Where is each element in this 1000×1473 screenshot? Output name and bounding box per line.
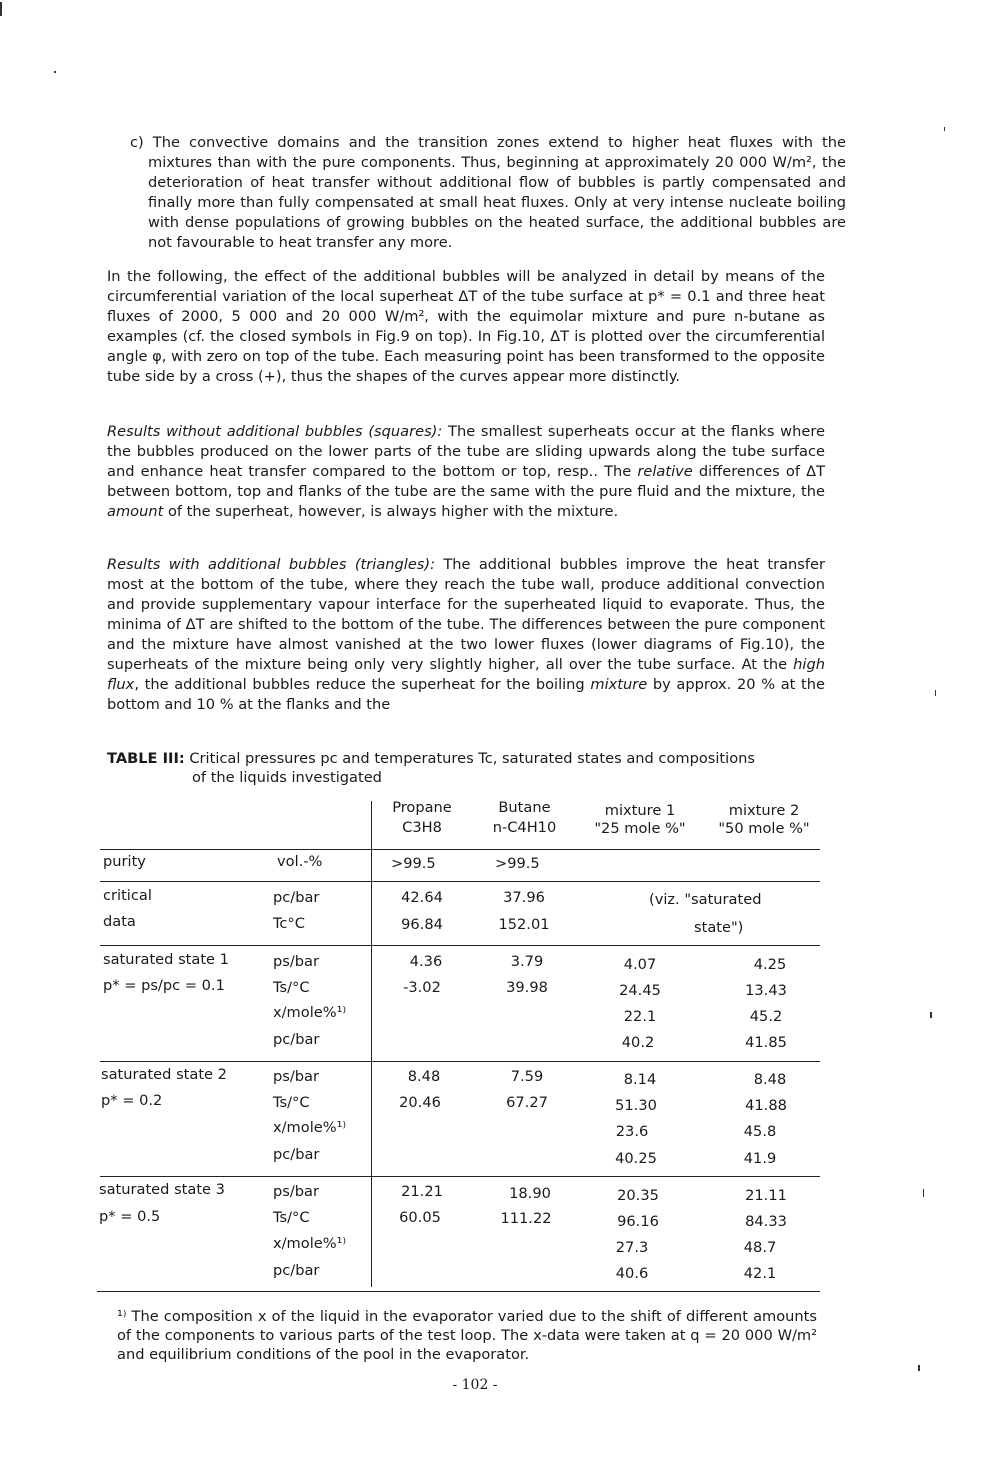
header-butane-formula: n-C4H10: [492, 819, 557, 836]
paragraph-2-part-a: The smallest superheats occur at the flanks where the bubbles produced on the lower parts of the tube are sliding upwards along the tube surface and enhance heat transfer compared to the bottom or top, resp.. The: [107, 423, 825, 480]
table-caption: [107, 749, 825, 787]
table-rule: [100, 1061, 820, 1062]
critical-butane-tc: 152.01: [498, 916, 550, 933]
paragraph-3: [107, 555, 825, 715]
paragraph-3-part-c: by approx. 20 % at the bottom and 10 % at the flanks and the: [107, 676, 825, 713]
critical-label-2: data: [103, 913, 136, 930]
state-1-butane-ps: 3.79: [510, 953, 544, 970]
data-table: [97, 795, 820, 1295]
state-3-mix2-ts: 84.33: [745, 1213, 787, 1230]
critical-butane-pc: 37.96: [503, 889, 545, 906]
scan-speck: [923, 1189, 924, 1197]
state-2-mix2-pc: 41.9: [743, 1150, 777, 1167]
scan-speck: [918, 1365, 920, 1371]
critical-note-1: (viz. "saturated: [649, 891, 762, 908]
state-1-unit-pc: pc/bar: [273, 1031, 320, 1048]
table-rule: [100, 945, 820, 946]
item-c-text: c) The convective domains and the transition zones extend to higher heat fluxes with the mixtures than with the pure components. Thus, beginning at approximately 20 000 W/m², the deterioration of heat transfer without additional flow of bubbles is partly compensated and finally more than fully compensated at small heat fluxes. Only at very intense nucleate boiling with dense populations of growing bubbles on the heated surface, the additional bubbles are not favourable to heat transfer any more.: [130, 134, 846, 251]
critical-unit-tc: Tc°C: [273, 915, 305, 932]
list-item-c: [130, 133, 846, 253]
header-butane: Butane: [498, 799, 551, 816]
state-3-mix2-ps: 21.11: [745, 1187, 787, 1204]
critical-propane-tc: 96.84: [401, 916, 443, 933]
state-1-unit-ts: Ts/°C: [273, 979, 310, 996]
scan-edge-mark: [0, 2, 2, 16]
state-2-unit-ps: ps/bar: [273, 1068, 319, 1085]
scan-speck: [930, 1012, 932, 1018]
state-1-mix1-ts: 24.45: [619, 982, 661, 999]
scan-speck: [935, 690, 936, 696]
state-3-mix1-ts: 96.16: [617, 1213, 659, 1230]
state-2-label: saturated state 2: [101, 1066, 227, 1083]
paragraph-3-part-a: The additional bubbles improve the heat transfer most at the bottom of the tube, where they reach the tube wall, produce additional convection and provide supplementary vapour interface for the superheated liquid to evaporate. Thus, the minima of ΔT are shifted to the bottom of the tube. The differences between the pure component and the mixture have almost vanished at the two lower fluxes (lower diagrams of Fig.10), the superheats of the mixture being only very slightly higher, all over the tube surface. At the: [107, 556, 825, 673]
header-mixture-1-sub: "25 mole %": [594, 820, 686, 837]
paragraph-3-part-b: , the additional bubbles reduce the superheat for the boiling: [134, 676, 591, 693]
purity-butane: >99.5: [495, 855, 540, 872]
paragraph-3-lead: Results with additional bubbles (triangles):: [107, 556, 436, 573]
state-1-unit-x: x/mole%¹⁾: [273, 1004, 347, 1021]
table-rule: [97, 1291, 820, 1292]
state-1-unit-ps: ps/bar: [273, 953, 319, 970]
critical-unit-pc: pc/bar: [273, 889, 320, 906]
table-rule: [100, 849, 820, 850]
table-rule: [100, 1176, 820, 1177]
header-mixture-2-sub: "50 mole %": [718, 820, 810, 837]
state-3-propane-ps: 21.21: [401, 1183, 443, 1200]
state-1-mix1-ps: 4.07: [623, 956, 657, 973]
paragraph-1-text: In the following, the effect of the additional bubbles will be analyzed in detail by means of the circumferential variation of the local superheat ΔT of the tube surface at p* = 0.1 and three heat fluxes of 2000, 5 000 and 20 000 W/m², with the equimolar mixture and pure n-butane as examples (cf. the closed symbols in Fig.9 on top). In Fig.10, ΔT is plotted over the circumferential angle φ, with zero on top of the tube. Each measuring point has been transformed to the opposite tube side by a cross (+), thus the shapes of the curves appear more distinctly.: [107, 268, 825, 385]
state-3-propane-ts: 60.05: [399, 1209, 441, 1226]
state-1-mix2-ts: 13.43: [745, 982, 787, 999]
paragraph-2-emphasis-1: relative: [637, 463, 693, 480]
critical-propane-pc: 42.64: [401, 889, 443, 906]
paragraph-2-lead: Results without additional bubbles (squares):: [107, 423, 443, 440]
table-caption-label: TABLE III:: [107, 750, 185, 767]
state-2-propane-ts: 20.46: [399, 1094, 441, 1111]
table-caption-line-2: of the liquids investigated: [192, 769, 382, 786]
table-footnote: ¹⁾ The composition x of the liquid in the evaporator varied due to the shift of different amounts of the components to various parts of the test loop. The x-data were taken at q = 20 000 W/m² and equilibrium conditions of the pool in the evaporator.: [117, 1308, 817, 1363]
state-2-butane-ts: 67.27: [506, 1094, 548, 1111]
paragraph-2-part-c: of the superheat, however, is always higher with the mixture.: [163, 503, 619, 520]
state-1-propane-ts: -3.02: [403, 979, 441, 996]
state-2-propane-ps: 8.48: [407, 1068, 441, 1085]
state-3-unit-x: x/mole%¹⁾: [273, 1235, 347, 1252]
paragraph-3-emphasis-2: mixture: [590, 676, 648, 693]
state-3-mix1-x: 27.3: [615, 1239, 649, 1256]
scan-speck: [944, 127, 945, 131]
paragraph-1: [107, 267, 825, 387]
header-mixture-2: mixture 2: [728, 802, 800, 819]
header-mixture-1: mixture 1: [604, 802, 676, 819]
table-caption-line-1: Critical pressures pc and temperatures Tc, saturated states and compositions: [184, 750, 755, 767]
paragraph-2: [107, 422, 825, 522]
state-3-unit-ts: Ts/°C: [273, 1209, 310, 1226]
state-1-mix1-pc: 40.2: [621, 1034, 655, 1051]
state-3-unit-pc: pc/bar: [273, 1262, 320, 1279]
state-3-condition: p* = 0.5: [99, 1208, 161, 1225]
state-1-mix2-x: 45.2: [749, 1008, 783, 1025]
state-1-mix2-pc: 41.85: [745, 1034, 787, 1051]
state-2-mix1-pc: 40.25: [615, 1150, 657, 1167]
state-2-mix1-ps: 8.14: [623, 1071, 657, 1088]
purity-label: purity: [103, 853, 146, 870]
state-2-unit-pc: pc/bar: [273, 1146, 320, 1163]
state-3-mix1-pc: 40.6: [615, 1265, 649, 1282]
state-3-mix2-pc: 42.1: [743, 1265, 777, 1282]
header-propane: Propane: [392, 799, 452, 816]
paragraph-3-emphasis-1: high flux: [107, 656, 825, 693]
scan-speck: [54, 71, 56, 73]
state-2-mix1-x: 23.6: [615, 1123, 649, 1140]
purity-propane: >99.5: [391, 855, 436, 872]
state-3-unit-ps: ps/bar: [273, 1183, 319, 1200]
table-column-divider: [371, 801, 372, 1287]
state-2-mix2-ts: 41.88: [745, 1097, 787, 1114]
state-2-mix2-ps: 8.48: [753, 1071, 787, 1088]
page-number: - 102 -: [452, 1377, 498, 1393]
state-3-label: saturated state 3: [99, 1181, 225, 1198]
state-2-mix2-x: 45.8: [743, 1123, 777, 1140]
state-2-butane-ps: 7.59: [510, 1068, 544, 1085]
state-2-unit-x: x/mole%¹⁾: [273, 1119, 347, 1136]
paragraph-2-part-b: differences of ΔT between bottom, top and flanks of the tube are the same with the pure fluid and the mixture, the: [107, 463, 825, 500]
state-1-mix2-ps: 4.25: [753, 956, 787, 973]
state-1-butane-ts: 39.98: [506, 979, 548, 996]
state-3-mix2-x: 48.7: [743, 1239, 777, 1256]
state-3-butane-ts: 111.22: [500, 1210, 552, 1227]
state-2-unit-ts: Ts/°C: [273, 1094, 310, 1111]
paragraph-2-emphasis-2: amount: [107, 503, 164, 520]
state-3-mix1-ps: 20.35: [617, 1187, 659, 1204]
state-3-butane-ps: 18.90: [509, 1185, 551, 1202]
state-2-mix1-ts: 51.30: [615, 1097, 657, 1114]
table-rule: [100, 881, 820, 882]
state-1-propane-ps: 4.36: [409, 953, 443, 970]
state-1-condition: p* = ps/pc = 0.1: [103, 977, 225, 994]
state-1-mix1-x: 22.1: [623, 1008, 657, 1025]
purity-unit: vol.-%: [277, 853, 323, 870]
critical-note-2: state"): [694, 919, 744, 936]
header-propane-formula: C3H8: [402, 819, 442, 836]
state-1-label: saturated state 1: [103, 951, 229, 968]
state-2-condition: p* = 0.2: [101, 1092, 163, 1109]
critical-label-1: critical: [103, 887, 152, 904]
